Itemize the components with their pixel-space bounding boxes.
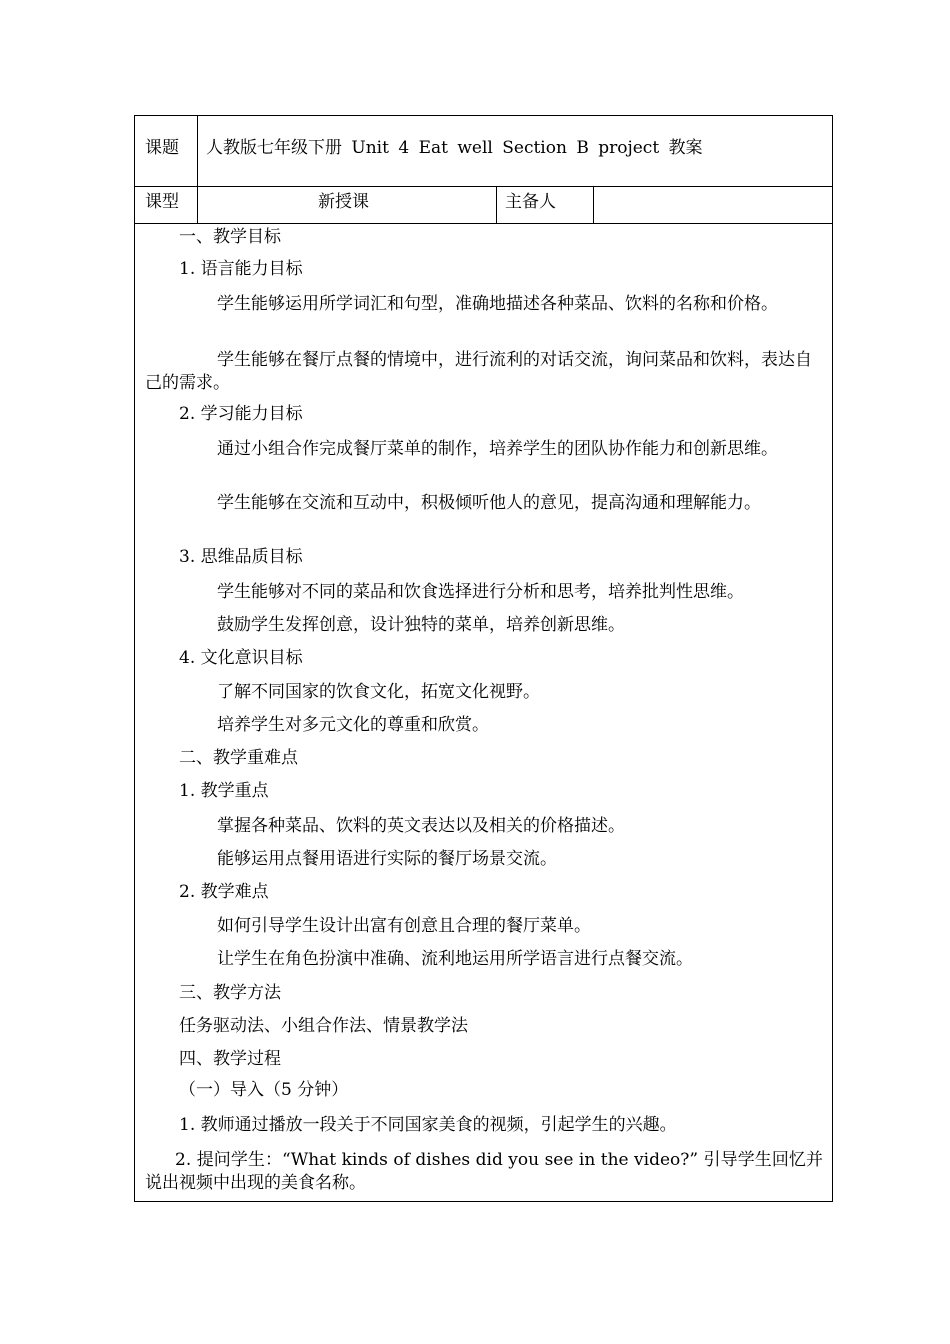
subsection-heading: 1. 语言能力目标	[179, 259, 303, 279]
topic-label: 课题	[145, 138, 179, 158]
lesson-type-label: 课型	[145, 192, 179, 212]
subsection-heading: 1. 教学重点	[179, 781, 269, 801]
column-divider	[197, 116, 198, 223]
subsection-heading: 3. 思维品质目标	[179, 547, 303, 567]
section-heading: 四、教学过程	[179, 1049, 281, 1069]
paragraph: 掌握各种菜品、饮料的英文表达以及相关的价格描述。	[217, 816, 625, 836]
column-divider	[593, 186, 594, 223]
paragraph: 学生能够在餐厅点餐的情境中，进行流利的对话交流，询问菜品和饮料，表达自己的需求。	[145, 350, 812, 393]
row-divider	[135, 186, 832, 187]
paragraph: 任务驱动法、小组合作法、情景教学法	[179, 1016, 468, 1036]
paragraph: 能够运用点餐用语进行实际的餐厅场景交流。	[217, 849, 557, 869]
row-divider	[135, 223, 832, 224]
paragraph: 让学生在角色扮演中准确、流利地运用所学语言进行点餐交流。	[217, 949, 693, 969]
subsection-heading: 2. 教学难点	[179, 882, 269, 902]
preparer-label: 主备人	[505, 192, 556, 212]
paragraph: 如何引导学生设计出富有创意且合理的餐厅菜单。	[217, 916, 591, 936]
paragraph: 学生能够在交流和互动中，积极倾听他人的意见，提高沟通和理解能力。	[217, 493, 761, 513]
topic-value: 人教版七年级下册 Unit 4 Eat well Section B project 教案	[206, 138, 703, 158]
section-heading: 二、教学重难点	[179, 748, 298, 768]
paragraph: 通过小组合作完成餐厅菜单的制作，培养学生的团队协作能力和创新思维。	[217, 439, 778, 459]
paragraph: 培养学生对多元文化的尊重和欣赏。	[217, 715, 489, 735]
lesson-plan-table	[134, 115, 833, 1202]
paragraph: 了解不同国家的饮食文化，拓宽文化视野。	[217, 682, 540, 702]
paragraph: 学生能够对不同的菜品和饮食选择进行分析和思考，培养批判性思维。	[217, 582, 744, 602]
section-heading: 三、教学方法	[179, 983, 281, 1003]
paragraph: 1. 教师通过播放一段关于不同国家美食的视频，引起学生的兴趣。	[179, 1115, 677, 1135]
column-divider	[496, 186, 497, 223]
subsection-heading: 4. 文化意识目标	[179, 648, 303, 668]
lesson-type-value: 新授课	[318, 192, 369, 212]
subsection-heading: （一）导入（5 分钟）	[179, 1080, 349, 1100]
section-heading: 一、教学目标	[179, 227, 281, 247]
paragraph: 学生能够运用所学词汇和句型，准确地描述各种菜品、饮料的名称和价格。	[217, 294, 778, 314]
paragraph: 鼓励学生发挥创意，设计独特的菜单，培养创新思维。	[217, 615, 625, 635]
paragraph: 2. 提问学生：“What kinds of dishes did you see in the video?” 引导学生回忆并说出视频中出现的美食名称。	[145, 1150, 823, 1193]
subsection-heading: 2. 学习能力目标	[179, 404, 303, 424]
